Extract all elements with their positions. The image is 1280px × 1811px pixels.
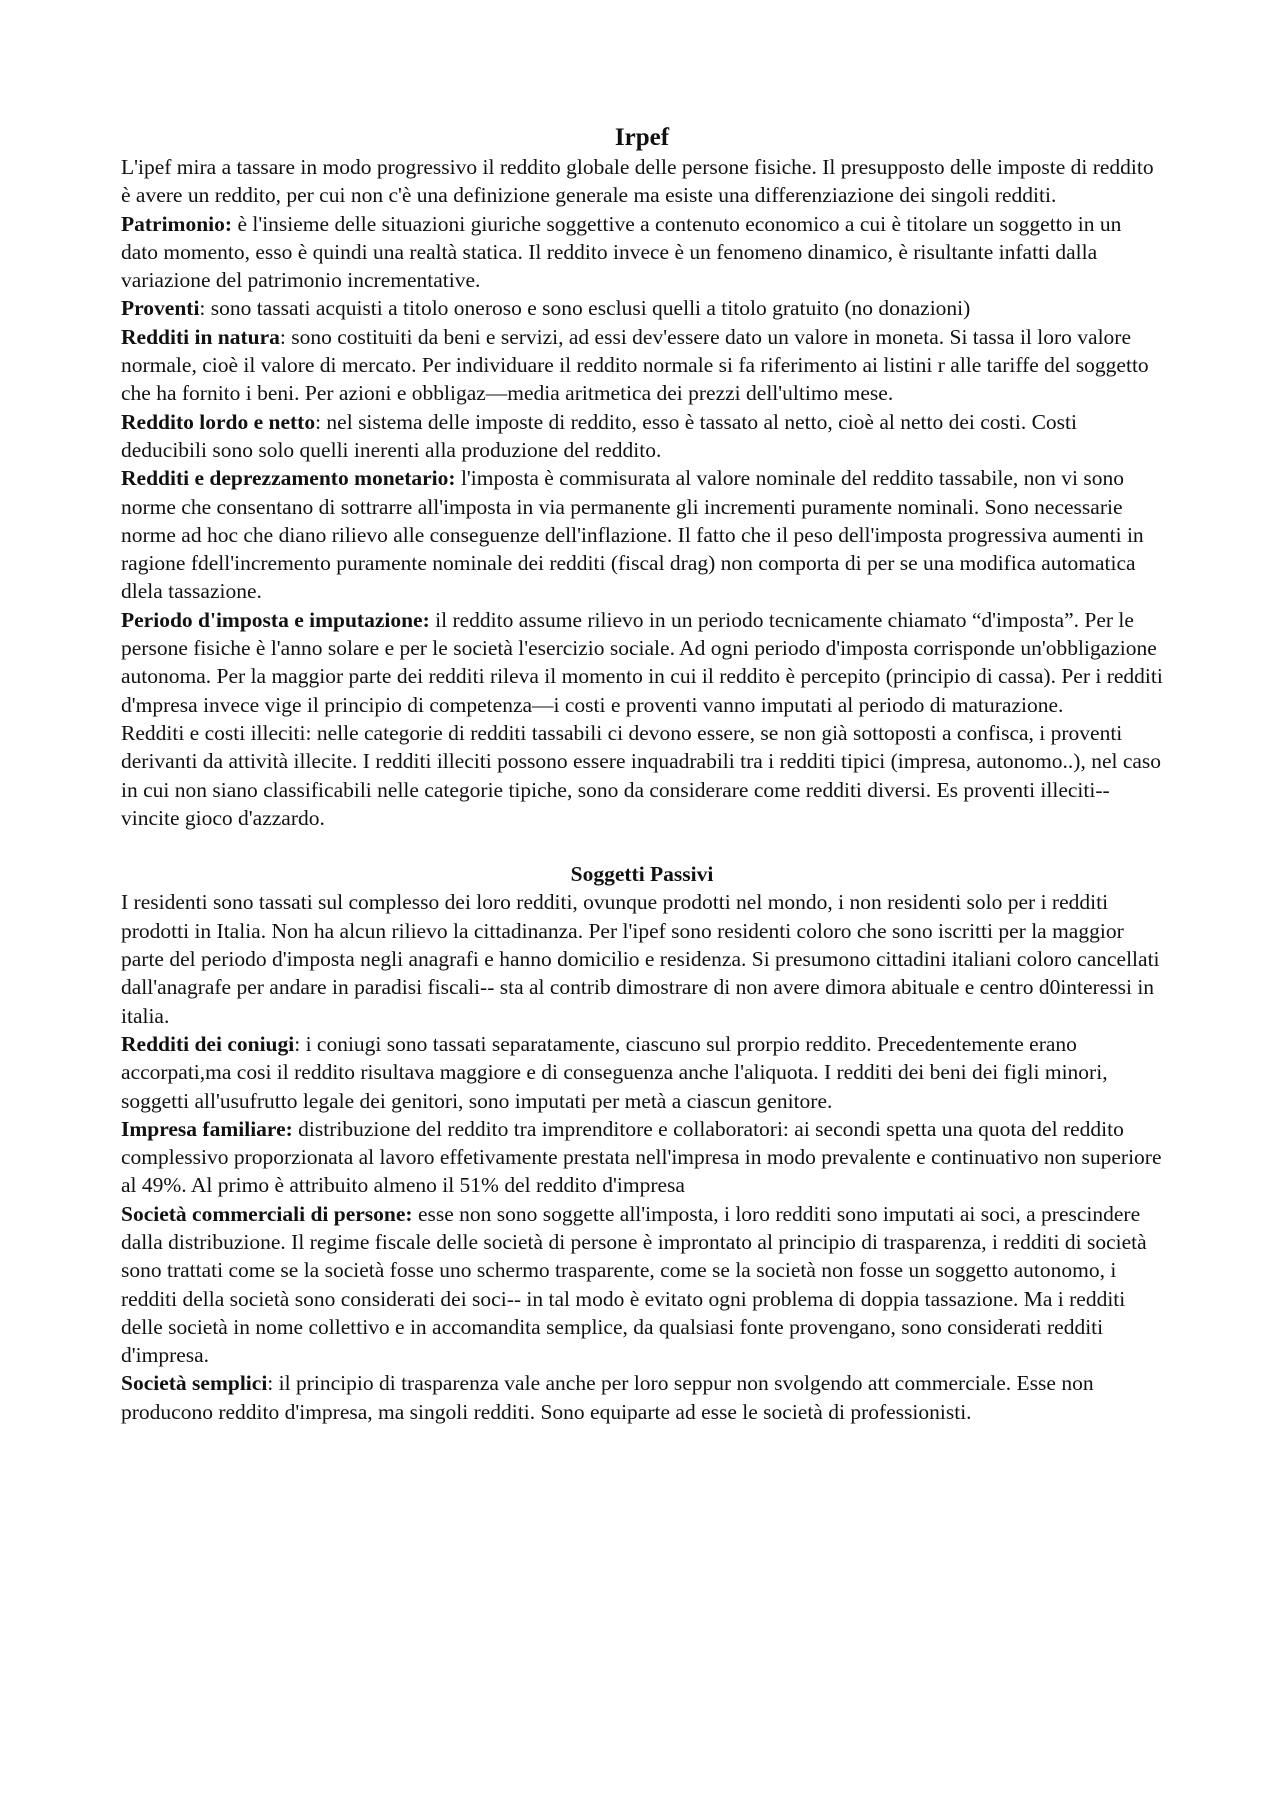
paragraph-periodo-imposta	[121, 606, 1163, 719]
text-periodo-imposta: il reddito assume rilievo in un periodo tecnicamente chiamato “d'imposta”. Per le persone fisiche è l'anno solare e per le società l'esercizio sociale. Ad ogni periodo d'imposta corrisponde un'obbligazione autonoma. Per la maggior parte dei redditi rileva il momento in cui il reddito è percepito (principio di cassa). Per i redditi d'mpresa invece vige il principio di competenza—i costi e proventi vanno imputati al periodo di maturazione.	[121, 607, 1163, 717]
term-redditi-in-natura: Redditi in natura	[121, 324, 280, 349]
term-impresa-familiare: Impresa familiare:	[121, 1116, 293, 1141]
paragraph-redditi-illeciti	[121, 719, 1163, 832]
text-reddito-lordo-netto: : nel sistema delle imposte di reddito, esso è tassato al netto, cioè al netto dei costi. Costi deducibili sono solo quelli inerenti alla produzione del reddito.	[121, 409, 1077, 462]
document-title: Irpef	[614, 124, 670, 151]
text-redditi-in-natura: : sono costituiti da beni e servizi, ad essi dev'essere dato un valore in moneta. Si tassa il loro valore normale, cioè il valore di mercato. Per individuare il reddito normale si fa riferimento ai listini r alle tariffe del soggetto che ha fornito i beni. Per azioni e obbligaz—media aritmetica dei prezzi dell'ultimo mese.	[121, 324, 1149, 406]
term-proventi: Proventi	[121, 296, 200, 321]
text-impresa-familiare: distribuzione del reddito tra imprenditore e collaboratori: ai secondi spetta una quota del reddito complessivo proporzionata al lavoro effetivamente prestata nell'impresa in modo prevalente e continuativo non superiore al 49%. Al primo è attribuito almeno il 51% del reddito d'impresa	[121, 1116, 1162, 1198]
text-redditi-coniugi: : i coniugi sono tassati separatamente, ciascuno sul prorpio reddito. Precedentemente erano accorpati,ma cosi il reddito risultava maggiore e di conseguenza anche l'aliquota. I redditi dei beni dei figli minori, soggetti all'usufrutto legale dei genitori, sono imputati per metà a ciascun genitore.	[121, 1031, 1108, 1113]
paragraph-societa-semplici	[121, 1369, 1163, 1426]
text-deprezzamento: l'imposta è commisurata al valore nominale del reddito tassabile, non vi sono norme che consentano di sottrarre all'imposta in via permanente gli incrementi puramente nominali. Sono necessarie norme ad hoc che diano rilievo alle conseguenze dell'inflazione. Il fatto che il peso dell'imposta progressiva aumenti in ragione fdell'incremento puramente nominale dei redditi (fiscal drag) non comporta di per se una modifica automatica dlela tassazione.	[121, 466, 1144, 604]
paragraph-redditi-in-natura	[121, 323, 1163, 408]
text-societa-commerciali: esse non sono soggette all'imposta, i loro redditi sono imputati ai soci, a prescindere dalla distribuzione. Il regime fiscale delle società di persone è improntato al principio di trasparenza, i redditi di società sono trattati come se la società fosse uno schermo trasparente, come se la società non fosse un soggetto autonomo, i redditi della società sono considerati dei soci-- in tal modo è evitato ogni problema di doppia tassazione. Ma i redditi delle società in nome collettivo e in accomandita semplice, da qualsiasi fonte provengano, sono considerati redditi d'impresa.	[121, 1201, 1147, 1368]
term-patrimonio: Patrimonio:	[121, 211, 233, 236]
document-page	[121, 123, 1163, 1426]
term-periodo-imposta: Periodo d'imposta e imputazione:	[121, 607, 430, 632]
term-societa-commerciali: Società commerciali di persone:	[121, 1201, 413, 1226]
section-title-soggetti-passivi: Soggetti Passivi	[570, 862, 714, 887]
text-proventi: : sono tassati acquisti a titolo oneroso e sono esclusi quelli a titolo gratuito (no donazioni)	[199, 296, 971, 321]
term-redditi-coniugi: Redditi dei coniugi	[121, 1031, 295, 1056]
intro-paragraph: L'ipef mira a tassare in modo progressivo il reddito globale delle persone fisiche. Il presupposto delle imposte di reddito è avere un reddito, per cui non c'è una definizione generale ma esiste una differenziazione dei singoli redditi.	[121, 155, 1154, 208]
paragraph-societa-commerciali	[121, 1200, 1163, 1370]
term-societa-semplici: Società semplici	[121, 1371, 268, 1396]
section2-intro-paragraph: I residenti sono tassati sul complesso dei loro redditi, ovunque prodotti nel mondo, i non residenti solo per i redditi prodotti in Italia. Non ha alcun rilievo la cittadinanza. Per l'ipef sono residenti coloro che sono iscritti per la maggior parte del periodo d'imposta negli anagrafi e hanno domicilio e residenza. Si presumono cittadini italiani coloro cancellati dall'anagrafe per andare in paradisi fiscali-- sta al contrib dimostrare di non avere dimora abituale e centro d0interessi in italia.	[121, 890, 1160, 1028]
paragraph-deprezzamento	[121, 464, 1163, 605]
paragraph-patrimonio	[121, 210, 1163, 295]
paragraph-redditi-coniugi	[121, 1030, 1163, 1115]
term-deprezzamento: Redditi e deprezzamento monetario:	[121, 466, 456, 491]
paragraph-impresa-familiare	[121, 1115, 1163, 1200]
text-redditi-illeciti: Redditi e costi illeciti: nelle categorie di redditi tassabili ci devono essere, se non già sottoposti a confisca, i proventi derivanti da attività illecite. I redditi illeciti possono essere inquadrabili tra i redditi tipici (impresa, autonomo..), nel caso in cui non siano classificabili nelle categorie tipiche, sono da considerare come redditi diversi. Es proventi illeciti-- vincite gioco d'azzardo.	[121, 720, 1162, 830]
text-patrimonio: è l'insieme delle situazioni giuriche soggettive a contenuto economico a cui è titolare un soggetto in un dato momento, esso è quindi una realtà statica. Il reddito invece è un fenomeno dinamico, è risultante infatti dalla variazione del patrimonio incrementative.	[121, 211, 1122, 293]
paragraph-proventi	[121, 294, 1163, 322]
term-reddito-lordo-netto: Reddito lordo e netto	[121, 409, 316, 434]
text-societa-semplici: : il principio di trasparenza vale anche per loro seppur non svolgendo att commerciale. Esse non producono reddito d'impresa, ma singoli redditi. Sono equiparte ad esse le società di professionisti.	[121, 1371, 1094, 1424]
paragraph-reddito-lordo-netto	[121, 408, 1163, 465]
